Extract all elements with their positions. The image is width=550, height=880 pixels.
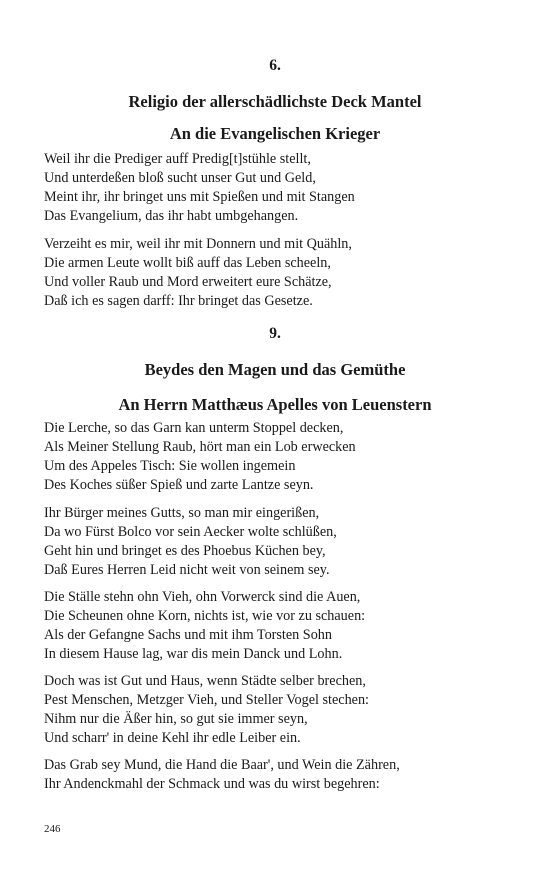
stanza — [44, 588, 514, 664]
stanza — [44, 235, 514, 311]
stanza — [44, 672, 514, 748]
verse-line: Doch was ist Gut und Haus, wenn Städte selber brechen, — [44, 673, 366, 689]
verse-line: Geht hin und bringet es des Phoebus Küchen bey, — [44, 543, 326, 559]
verse-line: Und voller Raub und Mord erweitert eure Schätze, — [44, 274, 332, 290]
verse-line: Nihm nur die Äßer hin, so gut sie immer seyn, — [44, 711, 308, 727]
page-number: 246 — [44, 823, 61, 835]
poem-subtitle: An die Evangelischen Krieger — [169, 124, 381, 143]
verse-line: Um des Appeles Tisch: Sie wollen ingemein — [44, 458, 296, 474]
verse-line: Verzeiht es mir, weil ihr mit Donnern und mit Quähln, — [44, 236, 352, 252]
poem-subtitle: An Herrn Matthæus Apelles von Leuenstern — [118, 395, 432, 414]
verse-line: Da wo Fürst Bolco vor sein Aecker wolte schlüßen, — [44, 524, 337, 540]
stanza — [44, 150, 514, 226]
verse-line: Daß ich es sagen darff: Ihr bringet das Gesetze. — [44, 293, 313, 309]
verse-line: Die armen Leute wollt biß auff das Leben scheeln, — [44, 255, 331, 271]
verse-line: Des Koches süßer Spieß und zarte Lantze seyn. — [44, 477, 314, 493]
verse-line: Das Evangelium, das ihr habt umbgehangen. — [44, 208, 299, 224]
verse-line: Ihr Bürger meines Gutts, so man mir eingerißen, — [44, 505, 320, 521]
stanza — [44, 419, 514, 495]
verse-line: Die Scheunen ohne Korn, nichts ist, wie vor zu schauen: — [44, 608, 366, 624]
poem-title: Religio der allerschädlichste Deck Mantel — [128, 92, 422, 111]
verse-line: Daß Eures Herren Leid nicht weit von seinem sey. — [44, 562, 330, 578]
verse-line: Die Ställe stehn ohn Vieh, ohn Vorwerck sind die Auen, — [44, 589, 361, 605]
verse-line: Meint ihr, ihr bringet uns mit Spießen und mit Stangen — [44, 189, 355, 205]
poem-title: Beydes den Magen und das Gemüthe — [144, 360, 406, 379]
stanza — [44, 504, 514, 580]
poem-number: 6. — [269, 57, 281, 74]
verse-line: Und unterdeßen bloß sucht unser Gut und Geld, — [44, 170, 316, 186]
verse-line: Ihr Andenckmahl der Schmack und was du wirst begehren: — [44, 776, 380, 792]
verse-line: In diesem Hause lag, war dis mein Danck und Lohn. — [44, 646, 343, 662]
verse-line: Weil ihr die Prediger auff Predig[t]stühle stellt, — [44, 151, 311, 167]
verse-line: Und scharr' in deine Kehl ihr edle Leiber ein. — [44, 730, 301, 746]
verse-line: Pest Menschen, Metzger Vieh, und Steller Vogel stechen: — [44, 692, 370, 708]
verse-line: Das Grab sey Mund, die Hand die Baar', und Wein die Zähren, — [44, 757, 400, 773]
verse-line: Als Meiner Stellung Raub, hört man ein Lob erwecken — [44, 439, 356, 455]
verse-line: Als der Gefangne Sachs und mit ihm Torsten Sohn — [44, 627, 332, 643]
poem-number: 9. — [269, 325, 281, 342]
verse-line: Die Lerche, so das Garn kan unterm Stoppel decken, — [44, 420, 344, 436]
stanza — [44, 756, 514, 794]
